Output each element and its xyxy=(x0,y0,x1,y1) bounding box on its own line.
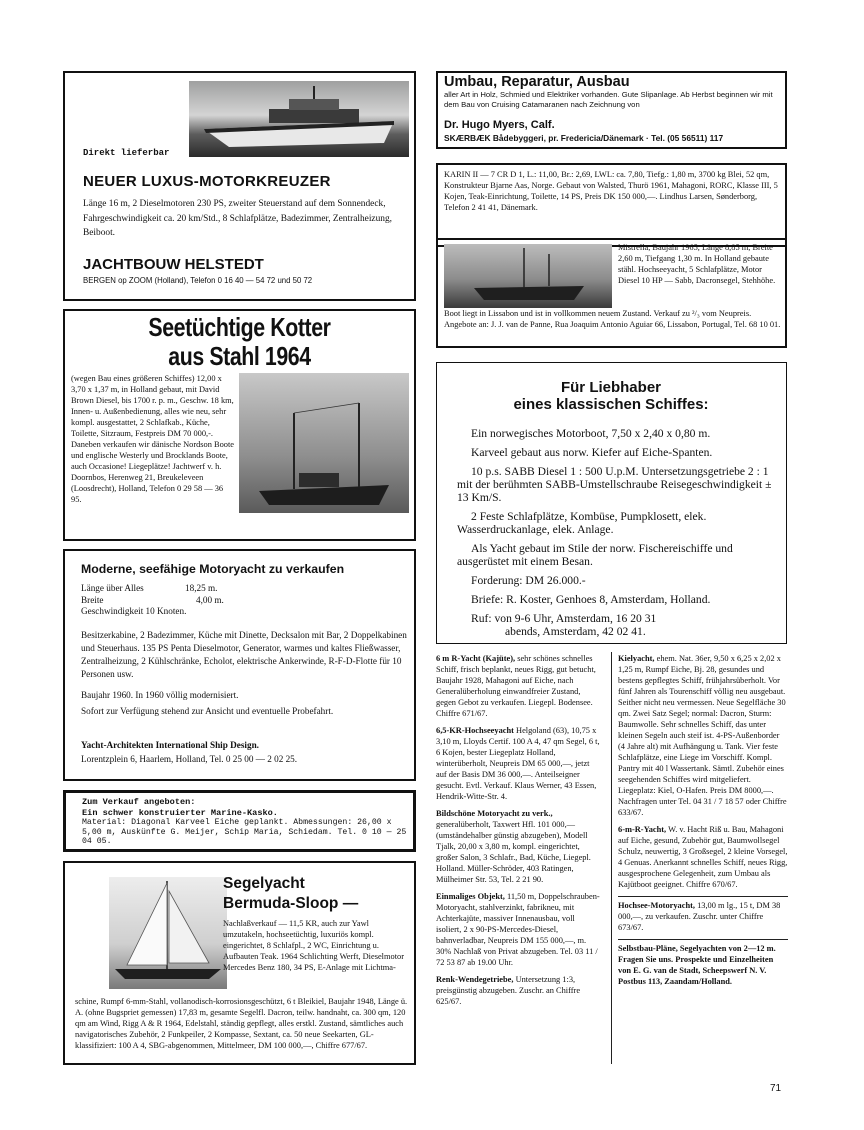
classified-text: W. v. Hacht Riß u. Bau, Mahagoni auf Eiche, gesund, Zubehör gut, Baumwollsegel Schulz, neuwertig, 3 Großsegel, 2 kleine Vorsegel, 4 Genuas. Anerkannt schnelles Schiff, neues Rigg, ausgesprochene Gelegenheit, zum Umbau als Kajütboot geeignet. Chiffre 670/67. xyxy=(618,825,788,889)
ad-side-text: Mistrella, Baujahr 1965, Länge 8,85 m, Breite 2,60 m, Tiefgang 1,30 m. In Holland gebaute stähl. Hochseeyacht, 5 Schlafplätze, Motor Diesel 10 HP — Sabb, Dacronsegel, Stehhöhe. xyxy=(618,243,776,285)
designer-name: Dr. Hugo Myers, Calf. xyxy=(444,119,555,131)
classified-text: Helgoland (63), 10,75 x 3,10 m, Lloyds Certif. 100 A 4, 47 qm Segel, 6 t, 6 Kojen, bester Liegeplatz Holland, winterüberholt, Neupreis DM 65 000,—, jetzt auf der Basis DM 36 000,—. Anteilseigner gesucht. Evtl. Verkauf. Klaus Werner, 43 Essen, Hendrik-Witte-Str. 4. xyxy=(436,726,600,801)
ad-body: aller Art in Holz, Schmied und Elektriker vorhanden. Gute Slipanlage. Ab Herbst beginnen wir mit dem Bau von Cruising Catamaranen nach Zeichnung von xyxy=(444,90,773,109)
ad-umbau-reparatur xyxy=(436,71,787,149)
ad-title-line-1: Segelyacht xyxy=(223,875,305,892)
ad-availability: Sofort zur Verfügung stehend zur Ansicht und eventuelle Probefahrt. xyxy=(81,706,334,716)
motor-cruiser-photo xyxy=(189,81,409,157)
ad-title-line-2: Bermuda-Sloop — xyxy=(223,895,359,912)
classified-lead: Bildschöne Motoryacht zu verk., xyxy=(436,809,553,818)
paragraph: 10 p.s. SABB Diesel 1 : 500 U.p.M. Untersetzungsgetriebe 2 : 1 mit der berühmten SABB-Umstellschraube Reisegeschwindigkeit ± 13 Km/S. xyxy=(457,465,772,504)
ad-title: NEUER LUXUS-MOTORKREUZER xyxy=(83,173,331,190)
ad-side-text: Nachlaßverkauf — 11,5 KR, auch zur Yawl umzutakeln, hochseetüchtig, luxuriös kompl. eingerichtet, 8 Schlafpl., 2 WC, Einrichtung u. Aufbauten Teak. 1964 Schlichting Werft, Dieselmotor Mercedes Benz 180, 34 PS, E-Anlage mit Lichtma- xyxy=(223,919,405,972)
ad-fuer-liebhaber xyxy=(436,362,787,644)
spec-value: 4,00 m. xyxy=(196,594,224,605)
ad-title-line-1: Seetüchtige Kotter xyxy=(148,312,331,342)
spec-speed: Geschwindigkeit 10 Knoten. xyxy=(81,606,187,617)
ad-text: KARIN II — 7 CR D 1, L.: 11,00, Br.: 2,69, LWL: ca. 7,80, Tiefg.: 1,80 m, 3700 kg Blei, 52 qm, Konstrukteur Bjarne Aas, Norge. Gebaut von Walsted, Thurö 1961, Mahagoni, RORC, Klasse III, 5 Kojen, Teak-Einrichtung, Toilette, 14 PS, Preis DK 150 000,—. Lindhus Larsen, Sønderborg, Telefon 2 41 41, Dänemark. xyxy=(444,170,778,212)
company-name: JACHTBOUW HELSTEDT xyxy=(83,256,264,273)
ad-marine-kasko xyxy=(63,790,416,852)
classified-item xyxy=(618,896,788,933)
company-address: Lorentzplein 6, Haarlem, Holland, Tel. 0 25 00 — 2 02 25. xyxy=(81,754,298,764)
classifieds-column-1 xyxy=(436,653,602,1013)
classified-item xyxy=(436,725,602,802)
classified-item xyxy=(436,974,602,1007)
sloop-photo xyxy=(109,877,227,989)
sailboat-photo xyxy=(444,244,612,308)
ad-luxus-motorkreuzer xyxy=(63,71,416,301)
paragraph: Karveel gebaut aus norw. Kiefer auf Eiche-Spanten. xyxy=(471,446,713,459)
classified-text: sehr schönes schnelles Schiff, frisch beplankt, neues Rigg, gut betucht, Baujahr 1928, Mahagoni auf Eiche, nach Generalüberholung einwandfreier Zustand, gegen Gebot zu verkaufen. Liegepl. Bodensee. Chiffre 671/67. xyxy=(436,654,596,718)
classified-text: 11,50 m, Doppelschrauben-Motoryacht, stahlverzinkt, fabrikneu, mit Achterkajüte, massiver Innenausbau, voll isoliert, 2 x 90-PS-Mercedes-Diesel, bahnverladbar, Neupreis DM 155 000,—, m. 30% Nachlaß von Privat abzugeben. Tel. 03 11 / 72 53 87 ab 19.00 Uhr. xyxy=(436,892,600,967)
ad-year: Baujahr 1960. In 1960 völlig modernisiert. xyxy=(81,690,239,700)
paragraph: 2 Feste Schlafplätze, Kombüse, Pumpklosett, elek. Wasserdruckanlage, elek. Anlage. xyxy=(457,510,707,536)
classified-lead: Selbstbau-Pläne, Segelyachten von 2—12 m. Fragen Sie uns. Prospekte und Einzelheiten von E. G. van de Stadt, Scheepswerf N. V. Postbus 113, Zaandam/Holland. xyxy=(618,944,776,986)
classified-lead: Einmaliges Objekt, xyxy=(436,892,505,901)
kotter-photo xyxy=(239,373,409,513)
ad-seetuechtige-kotter xyxy=(63,309,416,541)
company-name: Yacht-Architekten International Ship Design. xyxy=(81,740,259,750)
ad-title: Moderne, seefähige Motoryacht zu verkaufen xyxy=(81,562,345,576)
delivery-note: Direkt lieferbar xyxy=(83,148,170,158)
ad-body: Material: Diagonal Karveel Eiche geplankt. Abmessungen: 26,00 x 5,00 m, Auskünfte G. Meijer, Schip Maria, Schiedam. Tel. 0 10 — 25 04 05. xyxy=(82,818,407,847)
ad-head: Zum Verkauf angeboten: xyxy=(82,797,196,807)
ad-body: (wegen Bau eines größeren Schiffes) 12,00 x 3,70 x 1,37 m, in Holland gebaut, mit David Brown Diesel, bis 1700 r. p. m., Geschw. 18 km, Innen- u. Außenbedienung, alles wie neu, sehr kompl. ausgestattet, 2 Schlafkab., Küche, Toilette, Sitzraum, Festpreis DM 70 000,-. Daneben verkaufen wir dänische Nordson Boote und englische Westerly und Brocklands Boote, auch Occasione! Liegeplätze! Jachtwerf v. h. Doornbos, Herenweg 21, Breukeleveen (Loosdrecht), Holland, Telefon 0 29 58 — 36 95. xyxy=(71,374,235,504)
contact-phone-evening: abends, Amsterdam, 42 02 41. xyxy=(505,625,646,638)
classified-item xyxy=(618,653,788,818)
classifieds-column-2 xyxy=(618,653,788,993)
ad-body: Besitzerkabine, 2 Badezimmer, Küche mit Dinette, Decksalon mit Bar, 2 Doppelkabinen und Steuerhaus. 135 PS Penta Dieselmotor, Generator, warmes und kaltes Fließwasser, Zentralheizung, 2 Kühlschränke, Echolot, elektrische Ankerwinde, R-F-D-Flotte für 10 Personen usw. xyxy=(81,630,407,679)
classified-lead: Renk-Wendegetriebe, xyxy=(436,975,514,984)
ad-bermuda-sloop xyxy=(63,861,416,1065)
column-rule xyxy=(611,652,612,1064)
ad-title-line-2: eines klassischen Schiffes: xyxy=(513,396,709,413)
classified-lead: 6,5-KR-Hochseeyacht xyxy=(436,726,514,735)
classified-lead: Kielyacht, xyxy=(618,654,655,663)
ad-subhead: Ein schwer konstruierter Marine-Kasko. xyxy=(82,808,278,818)
contact-letters: Briefe: R. Koster, Genhoes 8, Amsterdam, Holland. xyxy=(471,593,711,606)
paragraph: Ein norwegisches Motorboot, 7,50 x 2,40 x 0,80 m. xyxy=(471,427,711,440)
classified-item xyxy=(618,939,788,987)
ad-bottom-text: schine, Rumpf 6-mm-Stahl, vollanodisch-korrosionsgeschützt, 6 t Bleikiel, Baujahr 1948, Länge ü. A. (ohne Bugspriet gemessen) 17,83 m, gesamte Segelfl. Dacron, teilw. handnaht, ca. 300 qm, 120 qm am Wind, Rigg A & R 1964, Edelstahl, ständig gepflegt, alles erstkl. Zustand, sämtliches auch navigatorisches Zubehör, 2 Funkpeiler, 2 Kompasse, Sextant, ca. 50 neue Seekarten, GL-klassifiziert: 100 A 4, SBG-abgenommen, Mittelmeer, DM 100 000,—, Chiffre 677/67. xyxy=(75,997,408,1050)
ad-moderne-motoryacht xyxy=(63,549,416,781)
ad-karin-ii xyxy=(436,163,787,247)
company-address: BERGEN op ZOOM (Holland), Telefon 0 16 40 — 54 72 und 50 72 xyxy=(83,276,313,285)
ad-mistrella xyxy=(436,238,787,348)
ad-bottom-text: Boot liegt in Lissabon und ist in vollkommen neuem Zustand. Verkauf zu ²/₃ vom Neupreis. Angebote an: J. J. van de Panne, Rua Joaquim Antonio Aguiar 66, Lissabon, Portugal, Tel. 68 10 01. xyxy=(444,309,781,329)
classified-item xyxy=(618,824,788,890)
classified-lead: 6-m-R-Yacht, xyxy=(618,825,667,834)
page-number: 71 xyxy=(770,1083,782,1094)
classified-text: generalüberholt, Taxwert Hfl. 101 000,— (umständehalber günstig abzugeben), Modell Tjalk, 20,00 x 3,80 m, kompl. eingerichtet, großer Salon, 3 Schlafr., Bad, Küche, Liegepl. Holland. Müller-Schröder, 403 Ratingen, Mülheimer Str. 53, Tel. 2 21 90. xyxy=(436,820,591,884)
price: Forderung: DM 26.000.- xyxy=(471,574,586,587)
classified-lead: Hochsee-Motoryacht, xyxy=(618,901,695,910)
ad-title: Umbau, Reparatur, Ausbau xyxy=(444,74,630,90)
ad-title-line-1: Für Liebhaber xyxy=(560,379,661,396)
spec-label: Länge über Alles xyxy=(81,583,144,593)
classified-text: ehem. Nat. 36er, 9,50 x 6,25 x 2,02 x 1,25 m, Rumpf Eiche, Bj. 28, gesundes und bestens gepflegtes Schiff, frühjahrsüberholt. Vor fünf Jahren als Tourenschiff völlig neu ausgebaut. Seither nicht neu vermessen. Neue Segelfläche 30 qm. Zwei Satz Segel; normal: Dacron, Sturm: Baumwolle. Sehr schnelles Schiff, das unter kleinen Segeln auch steif ist. 4-PS-Außenborder (4 Jahre alt) mit Aufhängung u. Tank. Vier feste Schlafplätze, eine Liege im Vorschiff. Kompl. Pantry mit 40 l Wassertank. Sämtl. Zubehör eines seegehenden Schiffes wird mitgeliefert. Liegeplatz: Kiel, O-Hafen. Preis DM 8000,—. Nachfragen unter Tel. 04 31 / 7 18 57 oder Chiffre 633/67. xyxy=(618,654,787,817)
classified-item xyxy=(436,891,602,968)
classified-text: Untersetzung 1:3, preisgünstig abzugeben. Zuschr. an Chiffre 625/67. xyxy=(436,975,581,1006)
specs xyxy=(81,583,411,618)
classified-item xyxy=(436,808,602,885)
classified-item xyxy=(436,653,602,719)
spec-label: Breite xyxy=(81,594,104,605)
classified-text: 13,00 m lg., 15 t, DM 38 000,—, zu verkaufen. Zuschr. unter Chiffre 673/67. xyxy=(618,901,781,932)
ad-body xyxy=(457,427,777,638)
ad-body: Länge 16 m, 2 Dieselmotoren 230 PS, zweiter Steuerstand auf dem Sonnendeck, Fahrgeschwindigkeit ca. 20 km/Std., 8 Schlafplätze, Badezimmer, Zentralheizung, Beiboot. xyxy=(83,199,392,238)
classified-lead: 6 m R-Yacht (Kajüte), xyxy=(436,654,516,663)
yard-address: SKÆRBÆK Bådebyggeri, pr. Fredericia/Dänemark · Tel. (05 56511) 117 xyxy=(444,133,724,143)
paragraph: Als Yacht gebaut im Stile der norw. Fischereischiffe und ausgerüstet mit einem Besan. xyxy=(457,542,733,568)
ad-title-line-2: aus Stahl 1964 xyxy=(168,341,311,371)
contact-phone: Ruf: von 9-6 Uhr, Amsterdam, 16 20 31 xyxy=(471,612,657,625)
spec-value: 18,25 m. xyxy=(185,583,218,593)
